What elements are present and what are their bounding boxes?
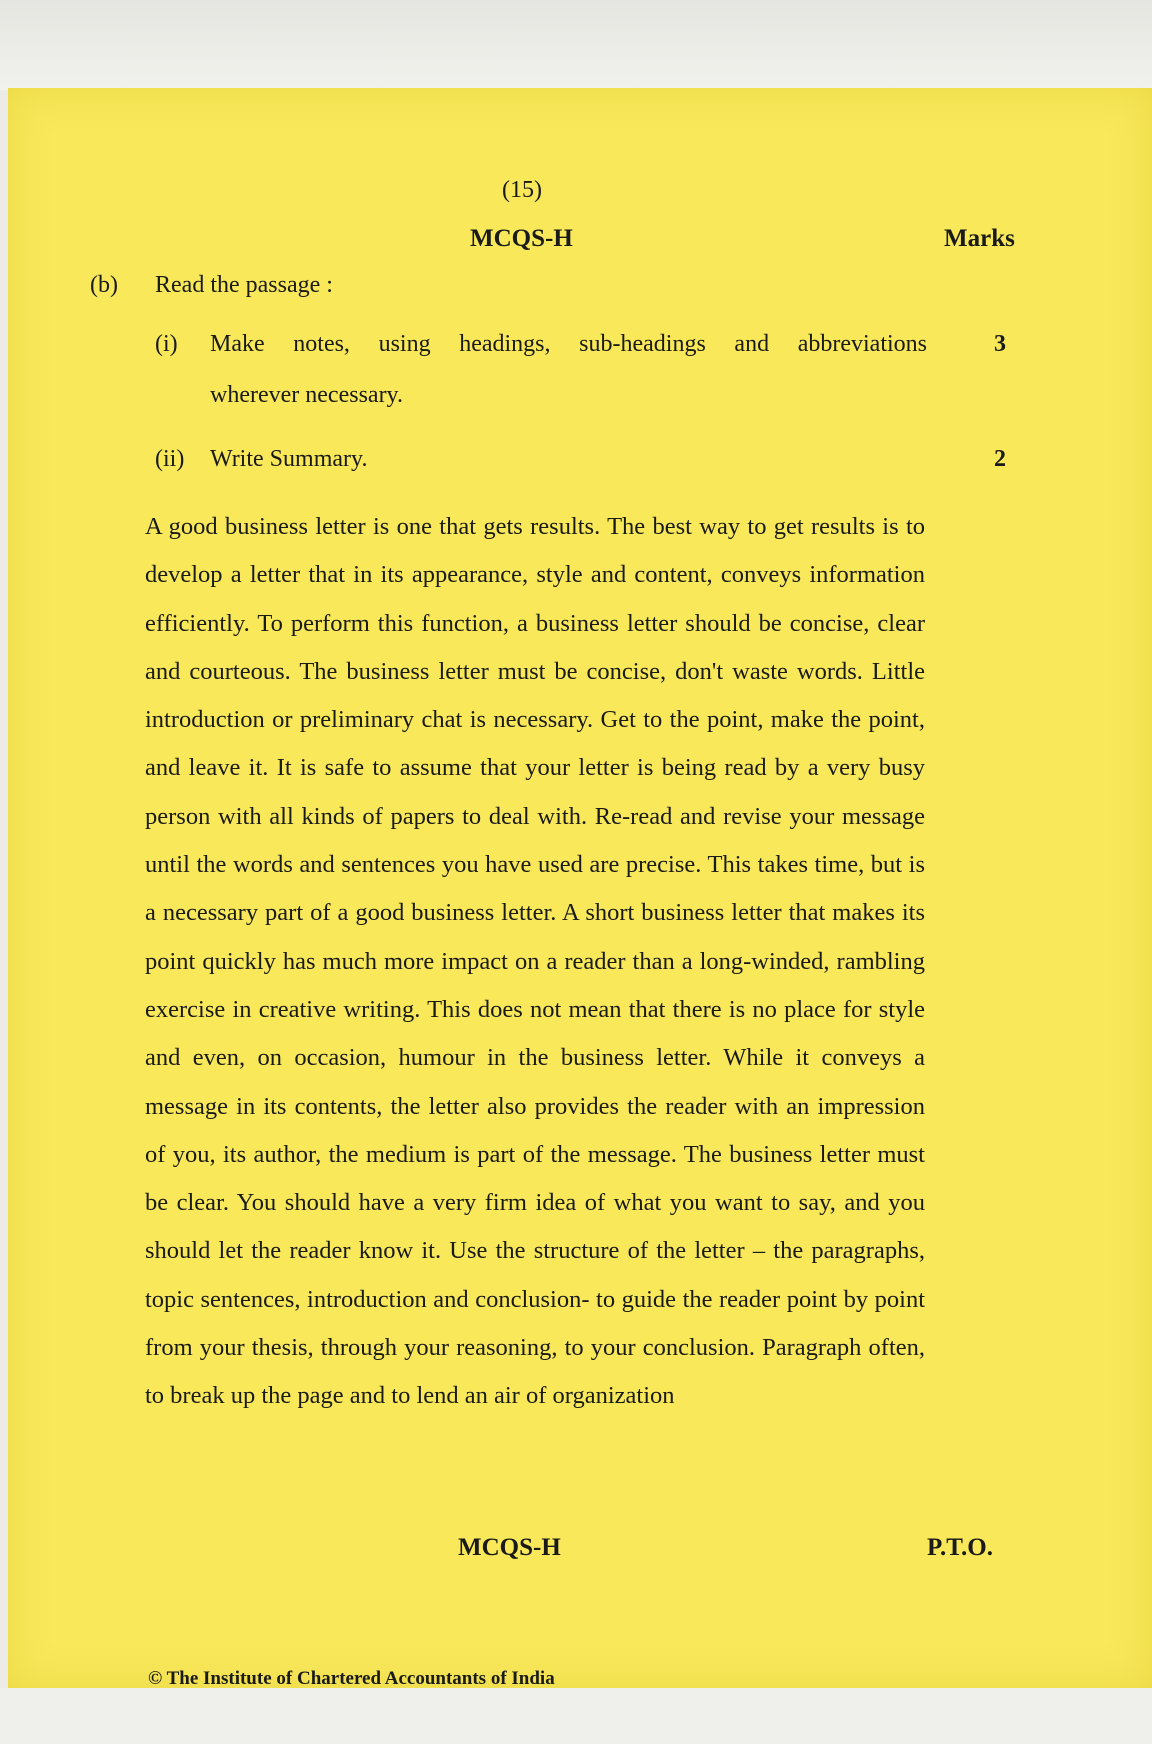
subpart-text-line1: Write Summary.	[210, 446, 368, 472]
subpart-text-line2: wherever necessary.	[210, 382, 403, 408]
question-instruction: Read the passage :	[155, 272, 333, 298]
subpart-marks: 2	[994, 446, 1006, 472]
page-number: (15)	[502, 177, 542, 203]
subpart-marks: 3	[994, 331, 1006, 357]
paper-code-header: MCQS-H	[470, 225, 573, 252]
pto-label: P.T.O.	[927, 1534, 993, 1561]
subpart-text-line1: Make notes, using headings, sub-headings and abbreviations	[210, 331, 927, 357]
scan-top-margin	[0, 0, 1152, 90]
question-label: (b)	[90, 272, 118, 298]
subpart-label: (i)	[155, 331, 178, 357]
scan-bottom-margin	[0, 1688, 1152, 1744]
subpart-label: (ii)	[155, 446, 185, 472]
paper-code-footer: MCQS-H	[458, 1534, 561, 1561]
passage-text: A good business letter is one that gets results. The best way to get results is to develop a letter that in its appearance, style and content, conveys information efficiently. To perform this function, a business letter should be concise, clear and courteous. The business letter must be concise, don't waste words. Little introduction or preliminary chat is necessary. Get to the point, make the point, and leave it. It is safe to assume that your letter is being read by a very busy person with all kinds of papers to deal with. Re-read and revise your message until the words and sentences you have used are precise. This takes time, but is a necessary part of a good business letter. A short business letter that makes its point quickly has much more impact on a reader than a long-winded, rambling exercise in creative writing. This does not mean that there is no place for style and even, on occasion, humour in the business letter. While it conveys a message in its contents, the letter also provides the reader with an impression of you, its author, the medium is part of the message. The business letter must be clear. You should have a very firm idea of what you want to say, and you should let the reader know it. Use the structure of the letter – the paragraphs, topic sentences, introduction and conclusion- to guide the reader point by point from your thesis, through your reasoning, to your conclusion. Paragraph often, to break up the page and to lend an air of organization	[145, 513, 925, 1410]
marks-column-heading: Marks	[944, 225, 1015, 252]
copyright-notice: © The Institute of Chartered Accountants of India	[148, 1668, 555, 1689]
